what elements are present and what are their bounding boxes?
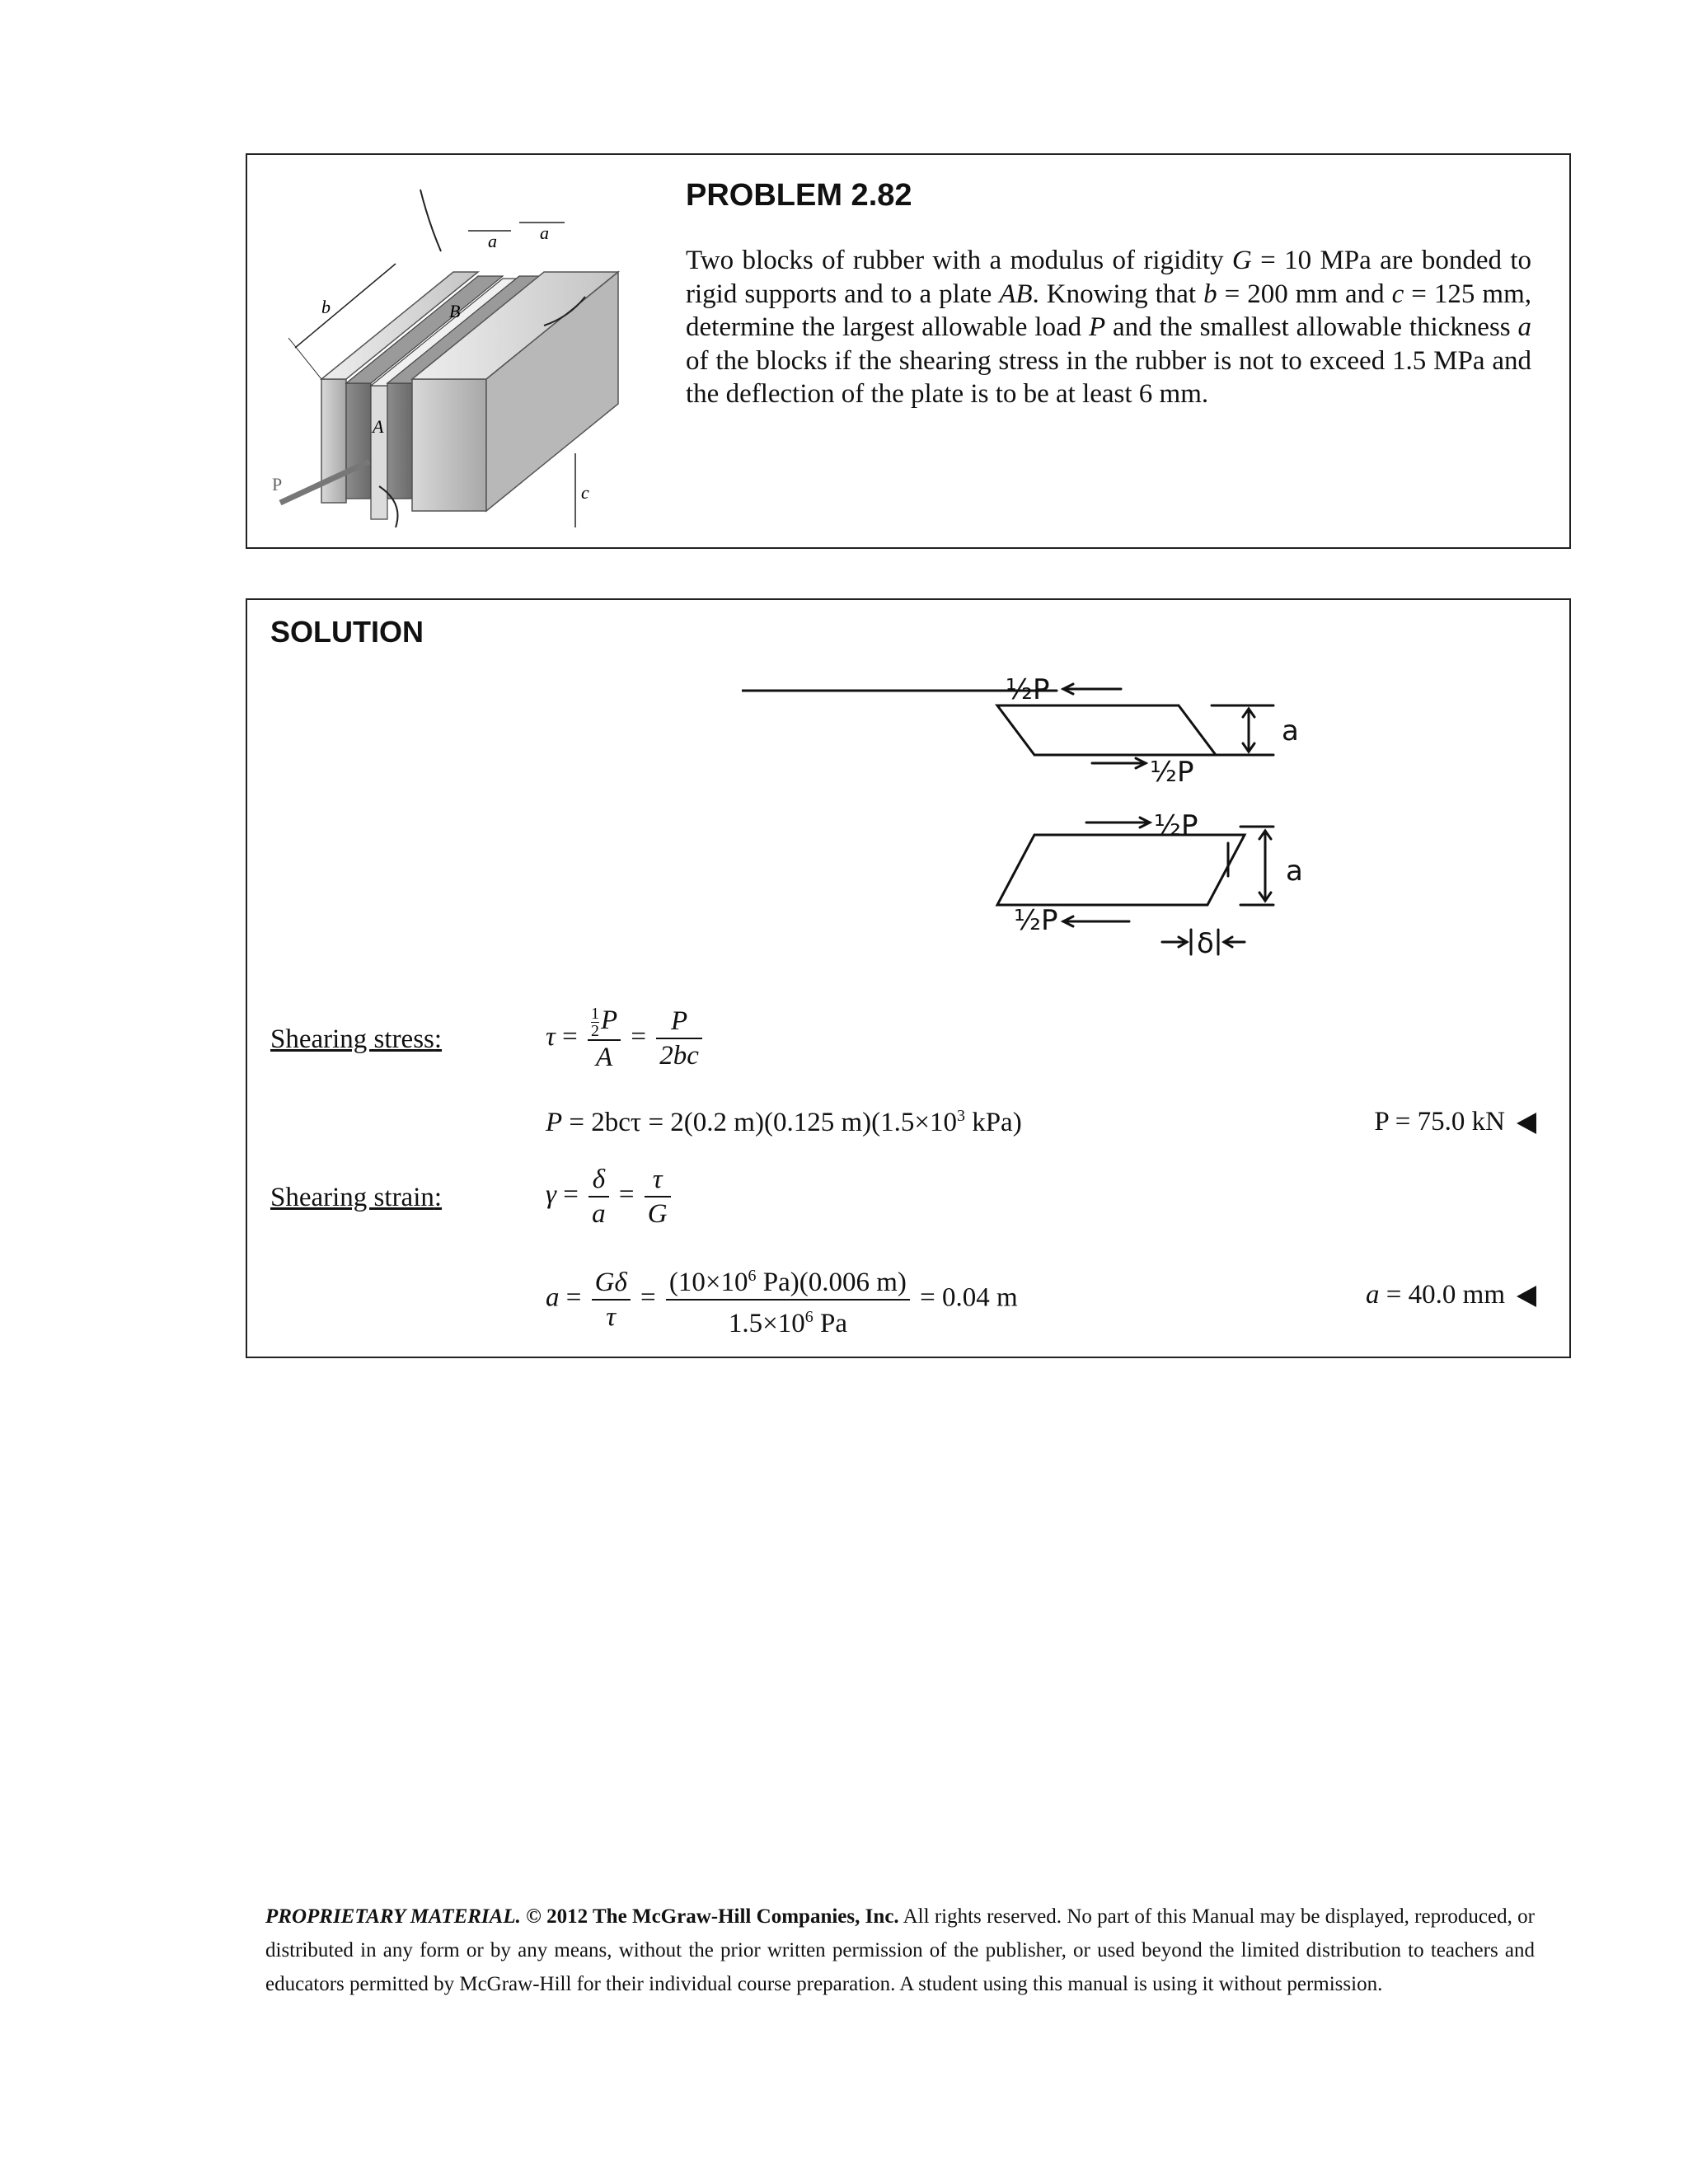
load-calculation: P = 2bcτ = 2(0.2 m)(0.125 $m)(1.5\times 10^3$ kPa) [546,1107,1022,1137]
shearing-stress-label: Shearing stress: [270,1024,443,1054]
copyright-footer: PROPRIETARY MATERIAL. © 2012 The McGraw-Hill Companies, Inc. All rights reserved. No part of this Manual may be displayed, reproduced, or distributed in any form or by any means, without the prior written permission of the publisher, or used beyond the limited distribution to teachers and educators permitted by McGraw-Hill for their individual course preparation. A student using this manual is using it without permission. [265,1905,1535,1995]
answer-marker-icon [1517,1113,1536,1134]
svg-text:A: A [373,416,384,437]
svg-text:½P: ½P [1006,673,1050,706]
svg-text:a: a [540,223,549,243]
problem-box [246,153,1571,549]
shearing-stress-equation: τ = $\frac{1}{2}$ P A = $\frac{P}{2bc}$ [546,1004,706,1074]
svg-text:c: c [581,482,589,503]
svg-text:a: a [1282,715,1299,748]
svg-text:a: a [1286,855,1303,888]
svg-text:½P: ½P [1154,809,1198,842]
problem-statement: Two blocks of rubber with a modulus of rigidity G = 10 MPa are bonded to rigid supports and to a plate AB. Knowing that b = 200 mm and c = 125 mm, determine the largest allowable load P and the smallest allowable thickness a of the blocks if the shearing stress in the rubber is not to exceed 1.5 MPa and the deflection of the plate is to be at least 6 mm. [686,246,1531,409]
svg-text:½P: ½P [1150,756,1194,789]
solution-title: SOLUTION [270,615,424,649]
svg-text:½P: ½P [1014,904,1058,937]
thickness-answer: a = 40.0 mm [1366,1280,1536,1310]
svg-text:a: a [488,231,497,251]
thickness-calculation: a = $\frac{G\delta}{\tau}$ = $\frac{(10\times 10^6 Pa)(0.006 m)}{1.5\times 10^6 Pa}$ = 0.04 m [546,1259,1018,1340]
svg-text:b: b [321,297,331,317]
load-answer: P = 75.0 kN [1374,1107,1536,1137]
rubber-blocks-figure [272,173,626,527]
svg-text:B: B [449,301,461,321]
svg-text:δ: δ [1197,927,1214,960]
shearing-strain-equation: γ = $\frac{\delta}{a}$ = $\frac{\tau}{G}$ [546,1163,674,1230]
answer-marker-icon [1517,1286,1536,1307]
free-body-sketch [742,658,1368,1029]
shearing-strain-label: Shearing strain: [270,1183,443,1212]
problem-title: PROBLEM 2.82 [686,178,912,213]
solution-box [246,598,1571,1358]
svg-text:P: P [272,474,283,494]
